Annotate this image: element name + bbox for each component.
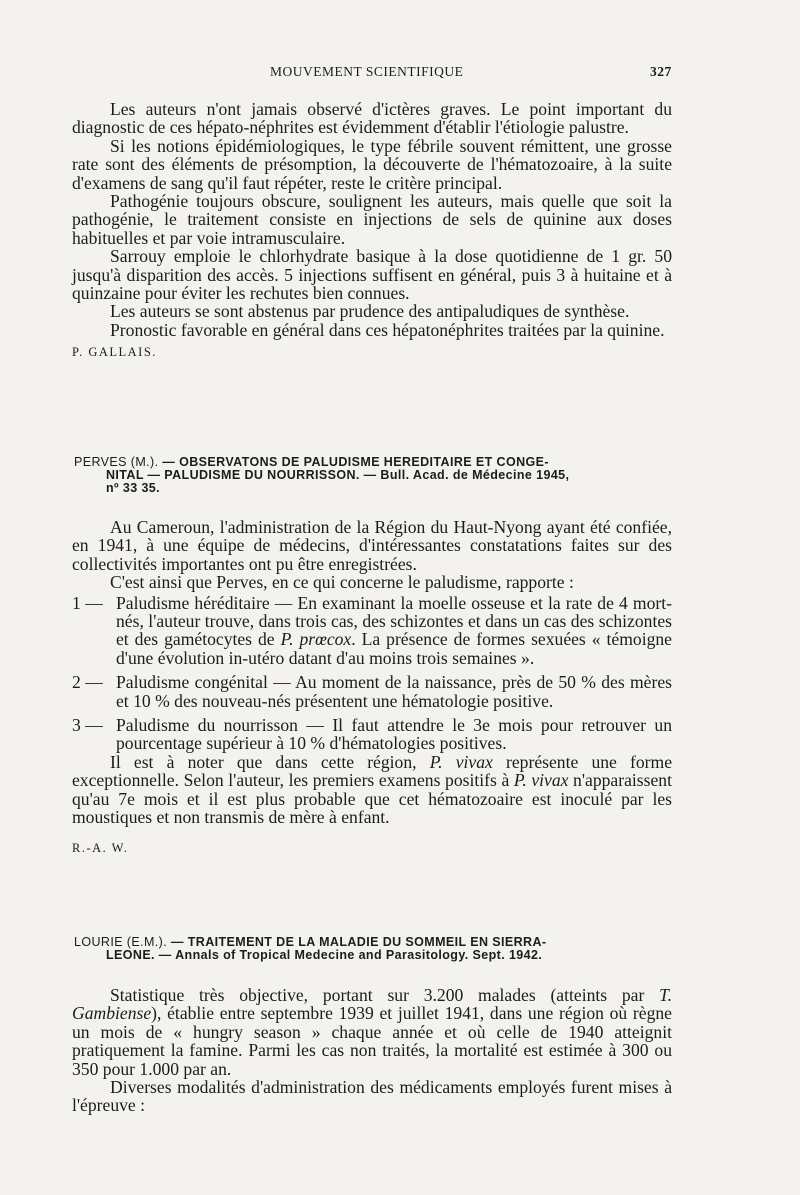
entry-title-line: — TRAITEMENT DE LA MALADIE DU SOMMEIL EN SIERRA- bbox=[170, 935, 547, 949]
paragraph: Au Cameroun, l'administration de la Région du Haut-Nyong ayant été confiée, en 1941, à une équipe de médecins, d'intéressantes constatations faites sur des collectivités importantes ont pu être enregistrées. bbox=[72, 517, 672, 574]
page-number: 327 bbox=[650, 64, 672, 79]
reviewer-signature: R.-A. W. bbox=[72, 840, 129, 855]
entry-title-line: — OBSERVATONS DE PALUDISME HEREDITAIRE ET CONGE- bbox=[162, 455, 549, 469]
entry-author: PERVES (M.). bbox=[74, 455, 159, 469]
entry-title-line: LEONE. — Annals of Tropical Medecine and Parasitology. Sept. 1942. bbox=[106, 948, 543, 962]
entry-title-line: nº 33 35. bbox=[106, 481, 161, 495]
paragraph: Sarrouy emploie le chlorhydrate basique à la dose quotidienne de 1 gr. 50 jusqu'à disparition des accès. 5 injections suffisent en général, puis 3 à huitaine et à quinzaine pour éviter les rechutes bien connues. bbox=[72, 246, 672, 304]
list-item: 1 — Paludisme héréditaire — En examinant la moelle osseuse et la rate de 4 mort-nés, l'auteur trouve, dans trois cas, des schizontes et dans un cas des schizontes et des gamétocytes de P. prœcox. La présence de formes sexuées « témoigne d'une évolution in-utéro datant d'au moins trois semaines ». bbox=[72, 592, 672, 668]
reviewer-signature: P. GALLAIS. bbox=[72, 345, 157, 360]
gallais-review bbox=[72, 100, 672, 362]
entry-author: LOURIE (E.M.). bbox=[74, 935, 168, 949]
list-item: 2 — Paludisme congénital — Au moment de la naissance, près de 50 % des mères et 10 % des nouveau-nés présentent une hématologie positive. bbox=[72, 672, 672, 711]
entry-heading bbox=[74, 936, 672, 962]
paragraph: Les auteurs se sont abstenus par prudence des antipaludiques de synthèse. bbox=[110, 301, 630, 322]
perves-review bbox=[72, 518, 672, 857]
running-title: MOUVEMENT SCIENTIFIQUE bbox=[270, 64, 464, 79]
paragraph: Diverses modalités d'administration des médicaments employés furent mises à l'épreuve : bbox=[72, 1077, 672, 1116]
entry-heading bbox=[74, 456, 672, 495]
page-header bbox=[0, 64, 800, 84]
paragraph: Les auteurs n'ont jamais observé d'ictères graves. Le point important du diagnostic de ces hépato-néphrites est évidemment d'établir l'étiologie palustre. bbox=[72, 99, 672, 138]
list-item: 3 — Paludisme du nourrisson — Il faut attendre le 3e mois pour retrouver un pourcentage supérieur à 10 % d'hématologies positives. bbox=[72, 715, 672, 754]
paragraph: Pronostic favorable en général dans ces hépatonéphrites traitées par la quinine. bbox=[110, 319, 665, 340]
paragraph: Pathogénie toujours obscure, soulignent les auteurs, mais quelle que soit la pathogénie, le traitement consiste en injections de sels de quinine aux doses habituelles et par voie intramusculaire. bbox=[72, 191, 672, 248]
entry-title-line: NITAL — PALUDISME DU NOURRISSON. — Bull. Acad. de Médecine 1945, bbox=[106, 468, 570, 482]
paragraph: Statistique très objective, portant sur 3.200 malades (atteints par T. Gambiense), établie entre septembre 1939 et juillet 1941, dans une région où règne un mois de « hungry season » chaque année et où celle de 1940 atteignit pratiquement la famine. Parmi les cas non traités, la mortalité est estimée à 300 ou 350 pour 1.000 par an. bbox=[72, 985, 672, 1079]
paragraph: C'est ainsi que Perves, en ce qui concerne le paludisme, rapporte : bbox=[110, 572, 574, 593]
paragraph: Il est à noter que dans cette région, P. vivax représente une forme exceptionnelle. Selon l'auteur, les premiers examens positifs à P. vivax n'apparaissent qu'au 7e mois et il est plus probable que cet hématozoaire est inoculé par les moustiques et non transmis de mère à enfant. bbox=[72, 751, 673, 828]
lourie-review bbox=[72, 986, 672, 1115]
paragraph: Si les notions épidémiologiques, le type fébrile souvent rémittent, une grosse rate sont des éléments de présomption, la découverte de l'hématozoaire, à la suite d'examens de sang qu'il faut répéter, reste le critère principal. bbox=[72, 135, 672, 193]
